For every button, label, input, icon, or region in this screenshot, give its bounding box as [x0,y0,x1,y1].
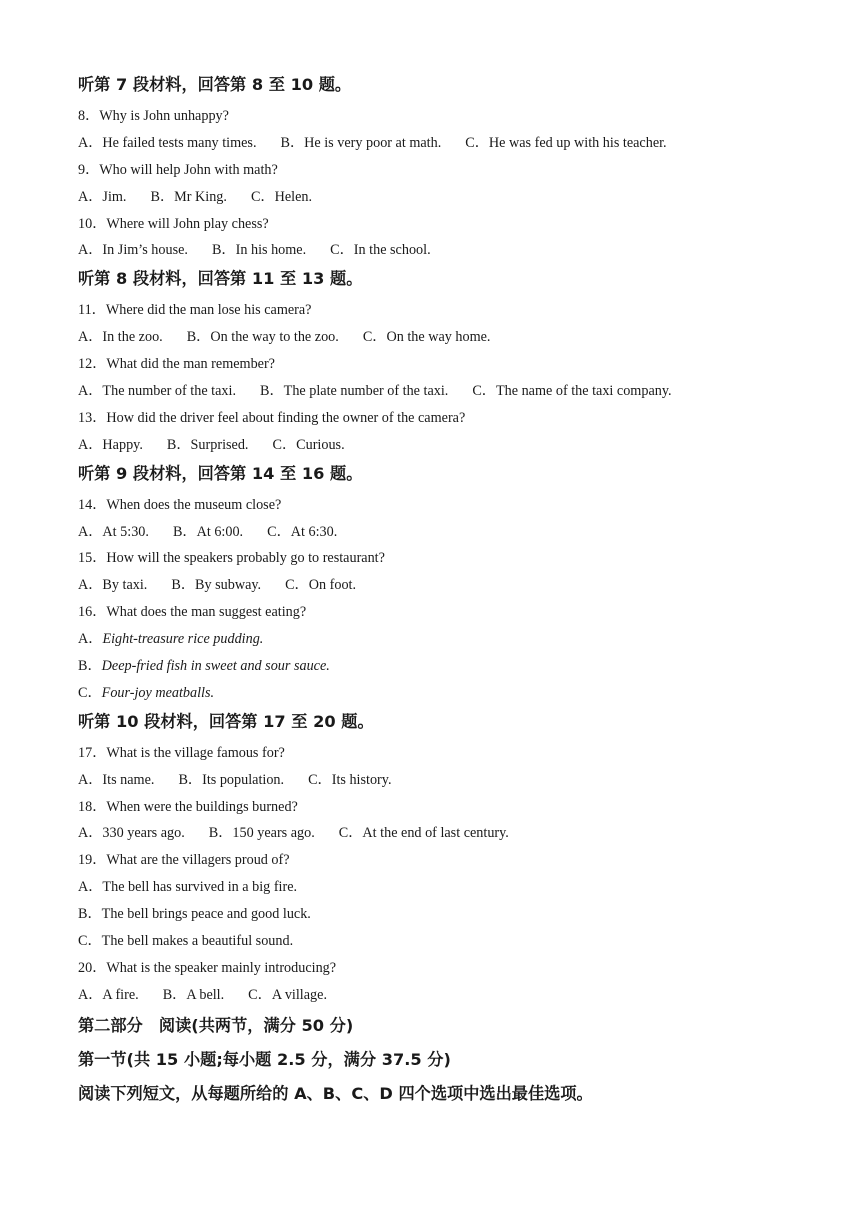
answer-option: C．On the way home. [362,329,491,346]
answer-option: B．Surprised. [166,436,249,453]
option-letter: C． [78,684,102,701]
answer-option: B．In his home. [211,242,307,259]
answer-option: C．The name of the taxi company. [472,383,672,400]
option-letter: A． [78,631,103,648]
answer-option: C．Its history. [308,771,392,788]
question-line: 15．How will the speakers probably go to restaurant? [78,550,385,567]
section-heading: 第一节(共 15 小题;每小题 2.5 分，满分 37.5 分) [78,1049,451,1069]
answer-option: A．A fire. [78,986,139,1003]
options-row [78,378,798,405]
question-line: 11．Where did the man lose his camera? [78,302,312,319]
answer-option: A．At 5:30. [78,523,149,540]
options-row [78,432,798,459]
section-heading: 听第 9 段材料，回答第 14 至 16 题。 [78,463,363,483]
options-row [78,237,798,264]
answer-option: A．In Jim’s house. [78,242,188,259]
answer-option: C．Helen. [250,188,313,205]
answer-option: C．At the end of last century. [338,825,509,842]
answer-option: B．The plate number of the taxi. [260,383,449,400]
options-row [78,767,798,794]
options-row [78,130,798,157]
question-line: 13．How did the driver feel about finding the owner of the camera? [78,409,466,426]
answer-option: C．Curious. [272,436,345,453]
answer-option-line [78,626,798,653]
answer-option: A．The number of the taxi. [78,383,236,400]
answer-option: A．He failed tests many times. [78,134,257,151]
answer-option: A．330 years ago. [78,825,185,842]
answer-option: C．A village. [248,986,327,1003]
answer-option: A．Jim. [78,188,127,205]
answer-option: B．He is very poor at math. [280,134,442,151]
option-text: Deep-fried fish in sweet and sour sauce. [101,658,330,675]
answer-option: B．Mr King. [150,188,227,205]
answer-option: B．On the way to the zoo. [186,329,339,346]
section-heading: 第二部分 阅读(共两节，满分 50 分) [78,1015,354,1035]
options-row [78,572,798,599]
section-heading: 听第 8 段材料，回答第 11 至 13 题。 [78,269,363,289]
answer-option: C．On foot. [285,577,357,594]
options-row [78,324,798,351]
exam-page [78,70,798,1111]
answer-option: A．By taxi. [78,577,148,594]
option-letter: B． [78,658,102,675]
answer-option: B．At 6:00. [172,523,244,540]
question-line: 18．When were the buildings burned? [78,798,298,815]
question-line: 19．What are the villagers proud of? [78,852,290,869]
answer-option-line [78,653,798,680]
options-row [78,184,798,211]
options-row [78,519,798,546]
options-row [78,820,798,847]
answer-option: B．A bell. [162,986,225,1003]
answer-option: C．At 6:30. [267,523,338,540]
section-heading: 阅读下列短文，从每题所给的 A、B、C、D 四个选项中选出最佳选项。 [78,1083,593,1103]
answer-option: B．150 years ago. [208,825,315,842]
answer-option: A．Happy. [78,436,143,453]
question-line: 14．When does the museum close? [78,496,282,513]
answer-option: A．In the zoo. [78,329,163,346]
answer-option: C．He was fed up with his teacher. [465,134,667,151]
question-line: 12．What did the man remember? [78,356,275,373]
answer-option: C．In the school. [330,242,431,259]
question-line: 20．What is the speaker mainly introducing? [78,959,337,976]
options-row [78,982,798,1009]
question-line: A．The bell has survived in a big fire. [78,879,298,896]
question-line: 8．Why is John unhappy? [78,108,229,124]
section-heading: 听第 7 段材料，回答第 8 至 10 题。 [78,75,352,94]
question-line: 17．What is the village famous for? [78,744,285,761]
answer-option-line [78,680,798,707]
answer-option: B．Its population. [178,771,285,788]
question-line: C．The bell makes a beautiful sound. [78,933,294,950]
answer-option: B．By subway. [171,577,262,594]
question-line: 16．What does the man suggest eating? [78,604,307,621]
question-line: 9．Who will help John with math? [78,161,278,178]
option-text: Four-joy meatballs. [101,684,215,701]
answer-option: A．Its name. [78,771,155,788]
question-line: B．The bell brings peace and good luck. [78,906,311,923]
section-heading: 听第 10 段材料，回答第 17 至 20 题。 [78,711,374,731]
question-line: 10．Where will John play chess? [78,215,269,232]
option-text: Eight-treasure rice pudding. [102,631,264,648]
